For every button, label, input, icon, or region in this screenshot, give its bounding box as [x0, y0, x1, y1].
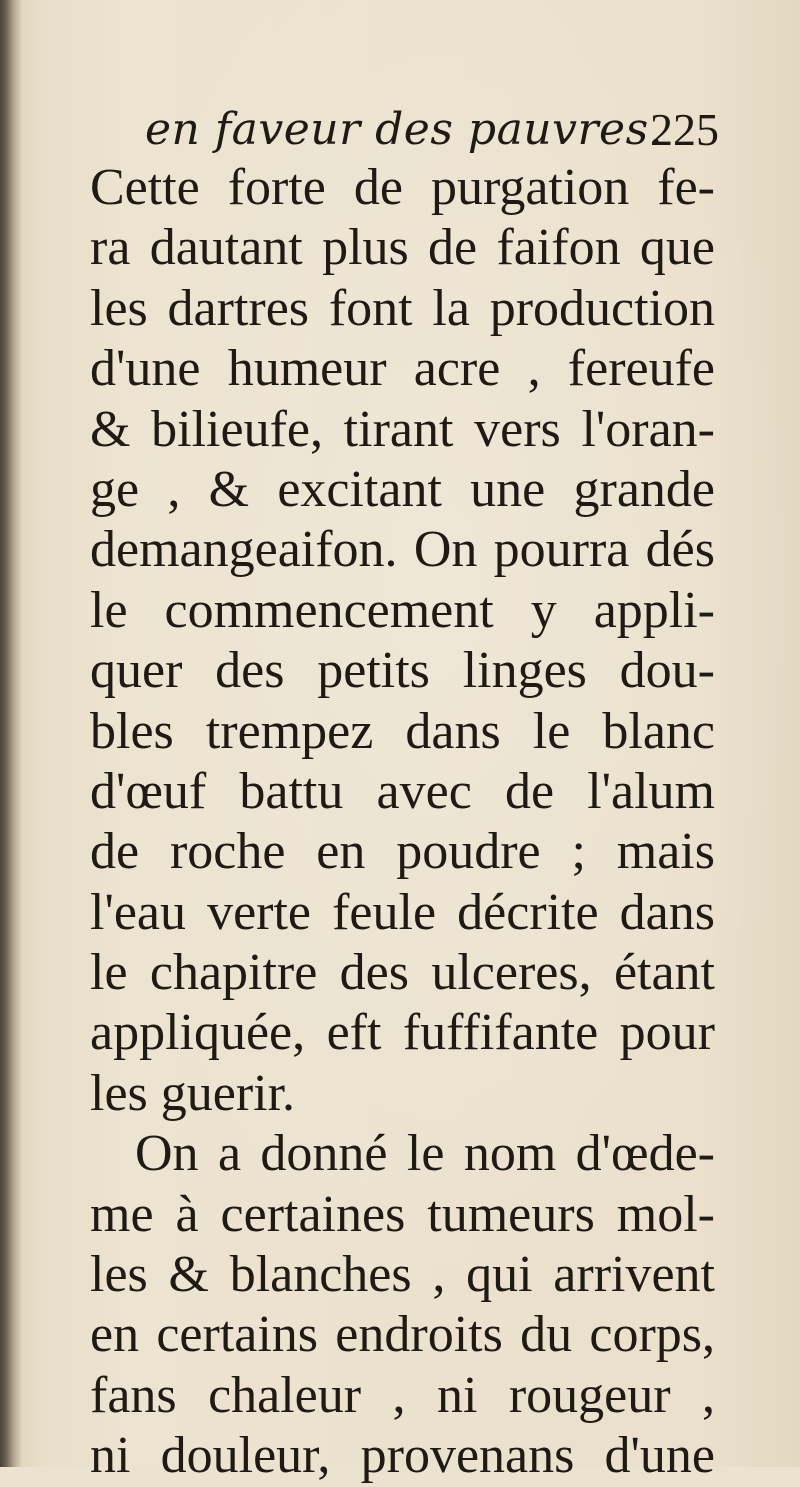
text-line: & bilieufe, tirant vers l'oran- [90, 400, 715, 458]
running-head-title: en faveur des pauvres. [145, 104, 664, 155]
running-head [145, 100, 725, 160]
text-line: d'une humeur acre , fereufe [90, 340, 715, 398]
text-line: d'œuf battu avec de l'alum [90, 762, 715, 820]
text-line: bles trempez dans le blanc [90, 702, 715, 760]
page-number: 225 [650, 104, 719, 155]
text-line: en certains endroits du corps, [90, 1306, 715, 1364]
text-line: l'eau verte feule décrite dans [90, 883, 715, 941]
text-line: ni douleur, provenans d'une [90, 1427, 715, 1485]
text-line: ra dautant plus de faifon que [90, 219, 715, 277]
text-line: quer des petits linges dou- [90, 642, 715, 700]
text-line: de roche en poudre ; mais [90, 823, 715, 881]
text-line: les dartres font la production [90, 279, 715, 337]
body-text [90, 158, 715, 1487]
text-line: demangeaifon. On pourra dés [90, 521, 715, 579]
text-line: On a donné le nom d'œde- [135, 1125, 715, 1183]
text-line: me à certaines tumeurs mol- [90, 1185, 715, 1243]
text-line: appliquée, eft fuffifante pour [90, 1004, 715, 1062]
paragraph-1 [90, 158, 715, 1124]
text-line: Cette forte de purgation fe- [90, 159, 715, 216]
text-line: le chapitre des ulceres, étant [90, 944, 715, 1002]
paragraph-2 [90, 1124, 715, 1486]
text-line: fans chaleur , ni rougeur , [90, 1366, 715, 1424]
text-line: ge , & excitant une grande [90, 460, 715, 518]
text-line: le commencement y appli- [90, 581, 715, 639]
text-line: les & blanches , qui arrivent [90, 1246, 715, 1304]
book-binding-edge [0, 0, 22, 1467]
text-line: les guerir. [90, 1064, 296, 1122]
